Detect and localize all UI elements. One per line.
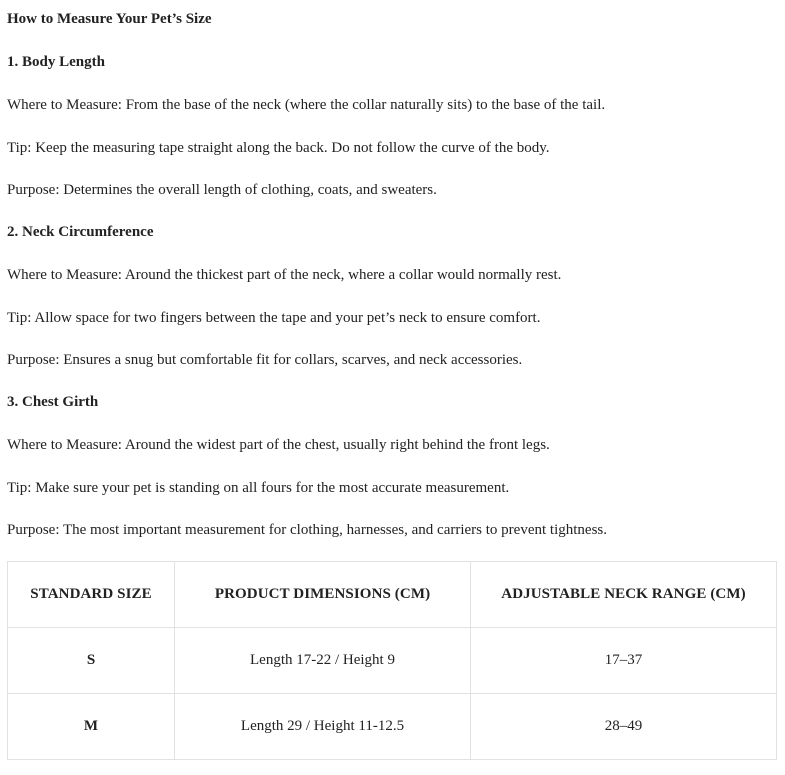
- body-length-where: Where to Measure: From the base of the neck (where the collar naturally sits) to the base of the tail.: [7, 97, 606, 113]
- size-table: [7, 561, 777, 760]
- table-row: [8, 694, 777, 760]
- column-header-standard-size: STANDARD SIZE: [8, 562, 175, 628]
- neck-range-cell: 28–49: [471, 694, 777, 760]
- chest-tip: Tip: Make sure your pet is standing on all fours for the most accurate measurement.: [7, 480, 510, 496]
- column-header-neck-range: ADJUSTABLE NECK RANGE (CM): [471, 562, 777, 628]
- column-header-product-dimensions: PRODUCT DIMENSIONS (CM): [175, 562, 471, 628]
- body-length-purpose: Purpose: Determines the overall length of clothing, coats, and sweaters.: [7, 182, 437, 198]
- size-cell: S: [8, 628, 175, 694]
- dimensions-cell: Length 17-22 / Height 9: [175, 628, 471, 694]
- neck-where: Where to Measure: Around the thickest part of the neck, where a collar would normally rest.: [7, 267, 562, 283]
- body-length-tip: Tip: Keep the measuring tape straight along the back. Do not follow the curve of the body.: [7, 140, 550, 156]
- chest-where: Where to Measure: Around the widest part of the chest, usually right behind the front legs.: [7, 437, 550, 453]
- table-header-row: [8, 562, 777, 628]
- table-row: [8, 628, 777, 694]
- neck-range-cell: 17–37: [471, 628, 777, 694]
- dimensions-cell: Length 29 / Height 11-12.5: [175, 694, 471, 760]
- page-title: How to Measure Your Pet’s Size: [7, 11, 212, 27]
- section-heading-chest-girth: 3. Chest Girth: [7, 394, 99, 410]
- section-heading-body-length: 1. Body Length: [7, 54, 105, 70]
- neck-purpose: Purpose: Ensures a snug but comfortable fit for collars, scarves, and neck accessories.: [7, 352, 523, 368]
- section-heading-neck-circumference: 2. Neck Circumference: [7, 224, 154, 240]
- neck-tip: Tip: Allow space for two fingers between the tape and your pet’s neck to ensure comfort.: [7, 310, 541, 326]
- chest-purpose: Purpose: The most important measurement for clothing, harnesses, and carriers to prevent tightness.: [7, 522, 607, 538]
- size-cell: M: [8, 694, 175, 760]
